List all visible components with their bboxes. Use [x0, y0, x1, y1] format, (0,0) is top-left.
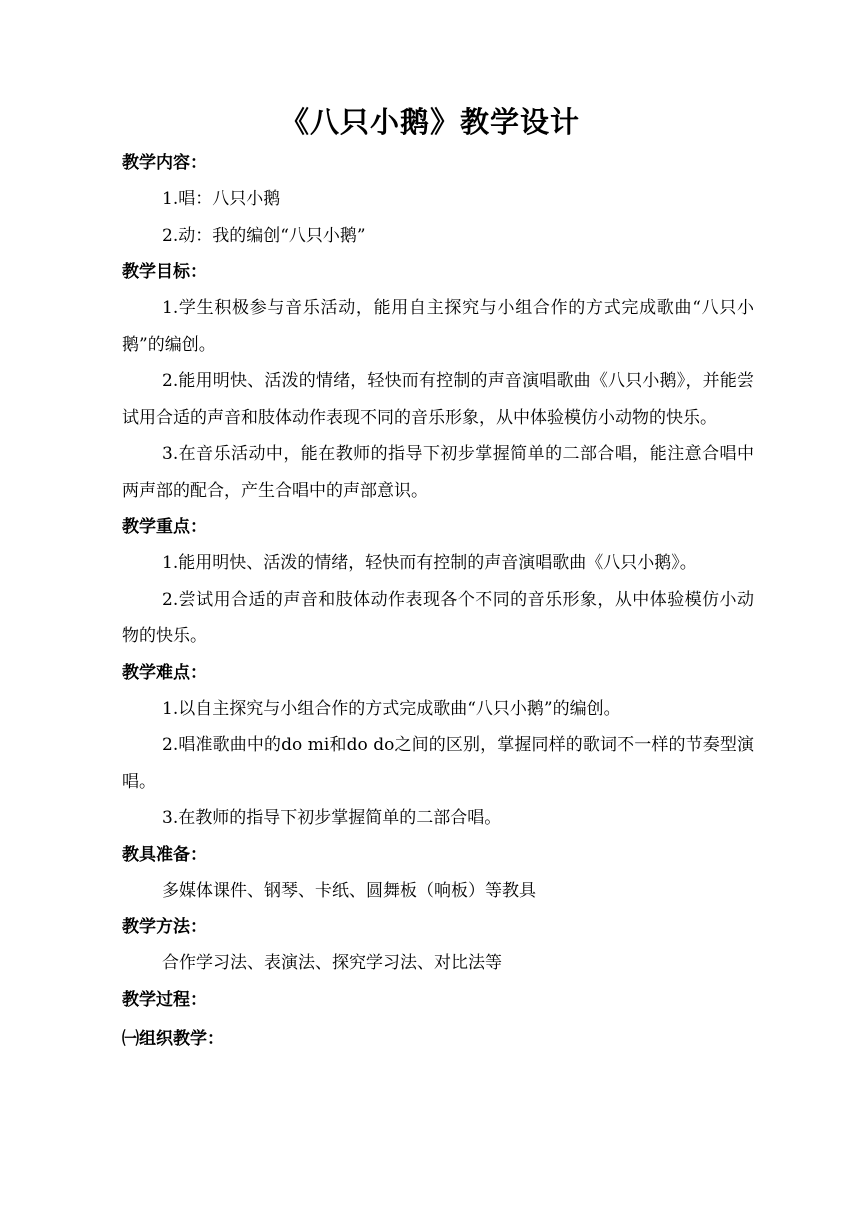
- difficulty-item-2: 2.唱准歌曲中的do mi和do do之间的区别，掌握同样的歌词不一样的节奏型演唱。: [122, 735, 754, 792]
- methods-item-1: 合作学习法、表演法、探究学习法、对比法等: [162, 953, 502, 973]
- section-heading-content: 教学内容：: [122, 153, 207, 173]
- section-heading-materials: 教具准备：: [122, 844, 207, 865]
- materials-item-1: 多媒体课件、钢琴、卡纸、圆舞板（响板）等教具: [162, 880, 536, 901]
- document-title: 《八只小鹅》教学设计: [279, 105, 580, 139]
- content-item-2: 2.动：我的编创“八只小鹅”: [162, 225, 366, 246]
- section-heading-key-points: 教学重点：: [122, 517, 207, 537]
- key-point-item-1: 1.能用明快、活泼的情绪，轻快而有控制的声音演唱歌曲《八只小鹅》。: [162, 553, 697, 573]
- process-subheading: ㈠组织教学：: [122, 1028, 224, 1049]
- document-body: [122, 145, 754, 1057]
- section-heading-methods: 教学方法：: [122, 917, 207, 937]
- key-point-item-2: 2.尝试用合适的声音和肢体动作表现各个不同的音乐形象，从中体验模仿小动物的快乐。: [122, 589, 754, 646]
- difficulty-item-3: 3.在教师的指导下初步掌握简单的二部合唱。: [162, 808, 502, 828]
- objective-item-3: 3.在音乐活动中，能在教师的指导下初步掌握简单的二部合唱，能注意合唱中两声部的配合，产生合唱中的声部意识。: [122, 444, 754, 501]
- section-heading-process: 教学过程：: [122, 989, 207, 1010]
- difficulty-item-1: 1.以自主探究与小组合作的方式完成歌曲“八只小鹅”的编创。: [162, 698, 621, 719]
- section-heading-objectives: 教学目标：: [122, 262, 207, 282]
- objective-item-1: 1.学生积极参与音乐活动，能用自主探究与小组合作的方式完成歌曲“八只小鹅”的编创。: [122, 298, 754, 355]
- objective-item-2: 2.能用明快、活泼的情绪，轻快而有控制的声音演唱歌曲《八只小鹅》，并能尝试用合适的声音和肢体动作表现不同的音乐形象，从中体验模仿小动物的快乐。: [122, 371, 754, 428]
- content-item-1: 1.唱：八只小鹅: [162, 189, 281, 209]
- section-heading-difficulties: 教学难点：: [122, 662, 207, 683]
